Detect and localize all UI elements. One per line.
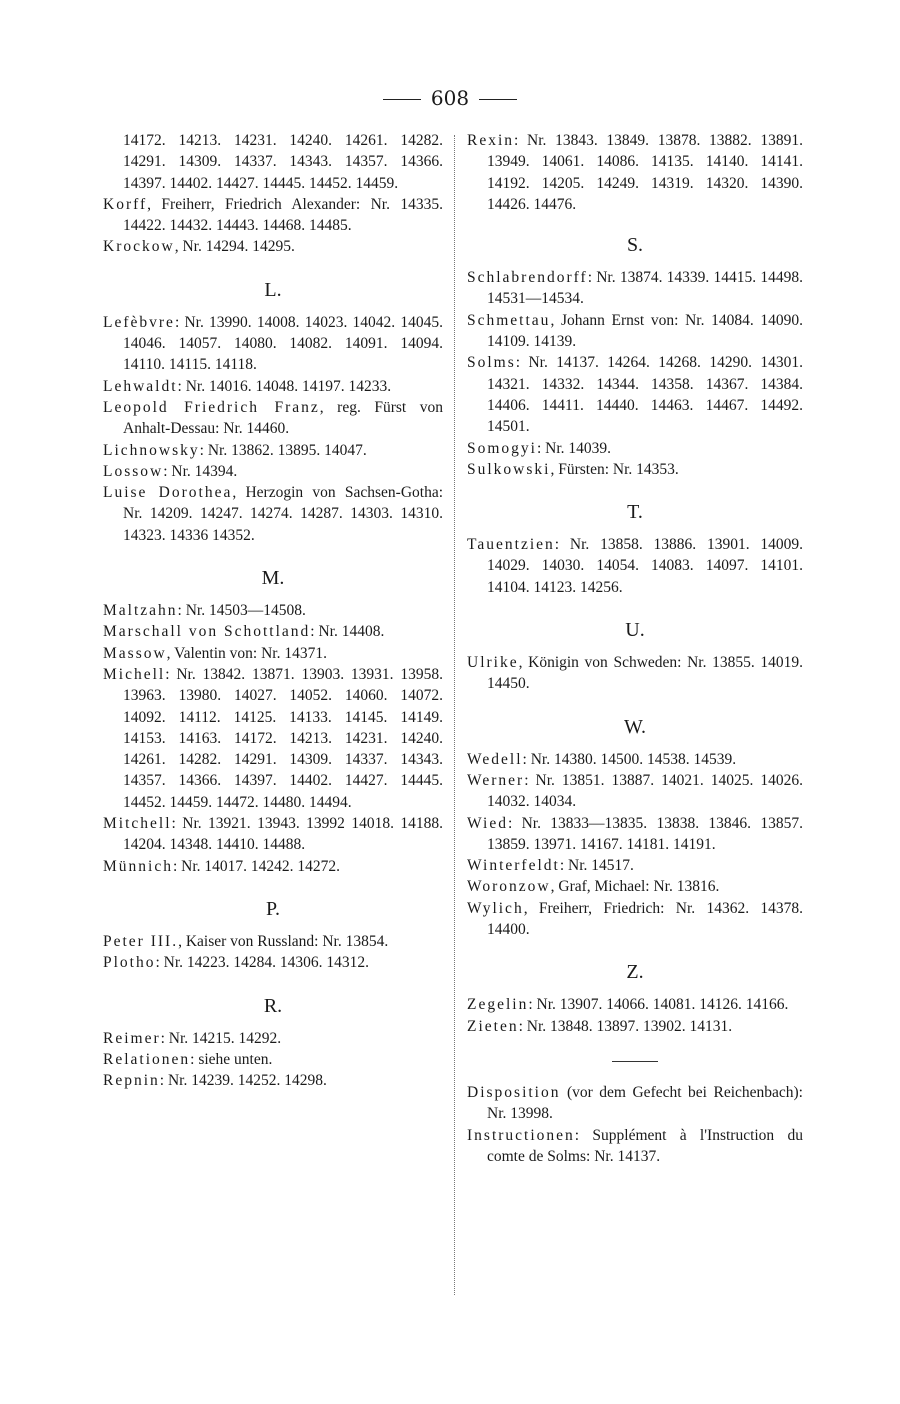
entry-name: Wylich xyxy=(467,899,524,917)
index-entry xyxy=(103,643,443,664)
entry-name: Wedell xyxy=(467,750,523,768)
index-entry xyxy=(467,898,803,941)
index-entry xyxy=(467,1016,803,1037)
entry-name: Lefèbvre xyxy=(103,313,175,331)
section-letter: U. xyxy=(625,619,645,642)
entry-references: : Nr. 14503—14508. xyxy=(177,602,306,620)
entry-references: : Nr. 13842. 13871. 13903. 13931. 13958. 13963. 13980. 14027. 14052. 14060. 14072. 14092. 14112. 14125. 14133. 14145. 14149. 14153. 14163. 14172. 14213. 14231. 14240. 14261. 14282. 14291. 14309. 14337. 14343. 14357. 14366. 14397. 14402. 14427. 14445. 14452. 14459. 14472. 14480. 14494. xyxy=(123,665,443,811)
index-entry xyxy=(467,876,803,897)
entry-references: , Königin von Schweden: Nr. 13855. 14019. 14450. xyxy=(487,654,803,693)
entry-name: Reimer xyxy=(103,1029,161,1047)
entry-name: Schmettau xyxy=(467,311,551,329)
entry-references: : Nr. 14039. xyxy=(536,439,612,457)
entry-name: Marschall von Schottland xyxy=(103,623,311,641)
entry-name: Korff xyxy=(103,195,148,213)
entry-references: , Johann Ernst von: Nr. 14084. 14090. 14109. 14139. xyxy=(487,311,803,351)
left-sections xyxy=(103,278,443,1092)
page-header xyxy=(0,86,900,110)
entry-references: , Freiherr, Friedrich Alexander: Nr. 14335. 14422. 14432. 14443. 14468. 14485. xyxy=(123,195,443,235)
entry-name: Sulkowski xyxy=(467,460,551,478)
entry-references: : Nr. 14016. 14048. 14197. 14233. xyxy=(177,377,392,395)
entry-references: : Nr. 14017. 14242. 14272. xyxy=(172,857,341,875)
entry-name: Zegelin xyxy=(467,996,529,1014)
index-entry xyxy=(103,440,443,461)
right-column xyxy=(467,130,803,1167)
section-letter: M. xyxy=(261,567,285,590)
entry-name: Werner xyxy=(467,771,525,789)
entry-name: Mitchell xyxy=(103,815,172,833)
entry-name: Plotho xyxy=(103,954,156,972)
entry-name: Peter III. xyxy=(103,932,179,950)
entry-references: , Valentin von: Nr. 14371. xyxy=(166,644,327,662)
entry-references: : Nr. 13843. 13849. 13878. 13882. 13891. 13949. 14061. 14086. 14135. 14140. 14141. 14192. 14205. 14249. 14319. 14320. 14390. 14426. 14476. xyxy=(487,132,803,213)
section-letter: R. xyxy=(263,994,283,1017)
continued-entry xyxy=(103,130,443,194)
index-entry xyxy=(467,1125,803,1168)
entry-name: Wied xyxy=(467,814,508,832)
index-entry xyxy=(467,770,803,813)
entry-references: , Fürsten: Nr. 14353. xyxy=(550,460,679,478)
section-letter: Z. xyxy=(626,961,644,984)
entry-references: : Nr. 13990. 14008. 14023. 14042. 14045. 14046. 14057. 14080. 14082. 14091. 14094. 14110. 14115. 14118. xyxy=(123,313,443,374)
header-rule-right xyxy=(479,99,517,100)
index-entry xyxy=(467,1082,803,1125)
r-entries xyxy=(467,130,803,215)
index-entry xyxy=(467,267,803,310)
index-entry xyxy=(103,1070,443,1091)
entry-references: , Graf, Michael: Nr. 13816. xyxy=(550,878,720,896)
section-letter: P. xyxy=(266,897,280,920)
entry-name: Ulrike xyxy=(467,654,519,672)
entry-references: : Nr. 14394. xyxy=(163,462,238,480)
entry-references: : Nr. 14239. 14252. 14298. xyxy=(159,1072,327,1090)
entry-references: : Nr. 13848. 13897. 13902. 14131. xyxy=(518,1017,733,1035)
entry-name: Winterfeldt xyxy=(467,857,560,875)
index-entry xyxy=(103,461,443,482)
entry-name: Lossow xyxy=(103,462,164,480)
entry-references: : Nr. 14408. xyxy=(310,623,385,641)
entry-name: Repnin xyxy=(103,1072,160,1090)
index-entry xyxy=(467,438,803,459)
entry-name: Lehwaldt xyxy=(103,377,178,395)
entry-name: Zieten xyxy=(467,1017,519,1035)
entry-name: Lichnowsky xyxy=(103,441,200,459)
entry-references: : Nr. 13858. 13886. 13901. 14009. 14029. 14030. 14054. 14083. 14097. 14101. 14104. 14123. 14256. xyxy=(487,536,803,596)
index-entry xyxy=(467,534,803,598)
entry-references: , reg. Fürst von Anhalt-Dessau: Nr. 14460. xyxy=(123,398,443,438)
entry-references: : Nr. 14380. 14500. 14538. 14539. xyxy=(522,750,737,768)
index-entry xyxy=(103,194,443,237)
index-entry xyxy=(103,664,443,813)
index-entry xyxy=(467,855,803,876)
entry-name: Instructionen xyxy=(467,1126,575,1144)
entry-name: Münnich xyxy=(103,857,173,875)
left-column xyxy=(103,130,443,1091)
entry-name: Relationen xyxy=(103,1050,191,1068)
entry-references: : Nr. 14223. 14284. 14306. 14312. xyxy=(155,954,370,972)
entry-references: : Nr. 13874. 14339. 14415. 14498. 14531—14534. xyxy=(487,269,803,308)
index-entry xyxy=(467,310,803,353)
entry-references: , Freiherr, Friedrich: Nr. 14362. 14378. 14400. xyxy=(487,899,803,939)
entry-references: : Nr. 13833—13835. 13838. 13846. 13857. 13859. 13971. 14167. 14181. 14191. xyxy=(487,814,803,853)
index-entry xyxy=(103,600,443,621)
entry-references: : Nr. 14215. 14292. xyxy=(160,1029,282,1047)
entry-name: Somogyi xyxy=(467,439,537,457)
index-entry xyxy=(467,813,803,856)
entry-name: Woronzow xyxy=(467,878,551,896)
entry-name: Michell xyxy=(103,665,166,683)
entry-name: Disposition xyxy=(467,1083,561,1101)
entry-references: , Herzogin von Sachsen-Gotha: Nr. 14209. 14247. 14274. 14287. 14303. 14310. 14323. 14336 14352. xyxy=(123,484,444,544)
entry-numbers: 14172. 14213. 14231. 14240. 14261. 14282. 14291. 14309. 14337. 14343. 14357. 14366. 14397. 14402. 14427. 14445. 14452. 14459. xyxy=(123,132,443,192)
index-entry xyxy=(467,652,803,695)
entry-references: : Supplément à l'Instruction du comte de Solms: Nr. 14137. xyxy=(487,1126,803,1165)
index-entry xyxy=(103,621,443,642)
index-entry xyxy=(103,813,443,856)
entry-name: Rexin xyxy=(467,132,515,149)
entry-name: Krockow xyxy=(103,238,175,256)
entry-name: Solms xyxy=(467,354,516,372)
entry-name: Maltzahn xyxy=(103,602,178,620)
entry-references: : Nr. 14137. 14264. 14268. 14290. 14301. 14321. 14332. 14344. 14358. 14367. 14384. 14406. 14411. 14440. 14463. 14467. 14492. 14501. xyxy=(487,354,803,436)
index-entry xyxy=(103,931,443,952)
index-entry xyxy=(103,397,443,440)
index-entry xyxy=(467,749,803,770)
section-letter: W. xyxy=(623,715,647,738)
k-entries xyxy=(103,194,443,258)
entry-references: , Kaiser von Russland: Nr. 13854. xyxy=(178,932,389,950)
section-rule xyxy=(612,1061,658,1062)
entry-name: Schlabrendorff xyxy=(467,269,588,287)
index-entry xyxy=(103,236,443,257)
entry-references: (vor dem Gefecht bei Reichenbach): Nr. 13998. xyxy=(487,1083,803,1123)
index-entry xyxy=(467,352,803,437)
entry-name: Massow xyxy=(103,644,167,662)
appendix-entries xyxy=(467,1082,803,1167)
page-number: 608 xyxy=(430,86,470,110)
index-entry xyxy=(467,130,803,215)
index-entry xyxy=(103,482,443,546)
entry-references: : siehe unten. xyxy=(190,1050,273,1068)
entry-name: Leopold Friedrich Franz xyxy=(103,398,320,416)
index-entry xyxy=(103,376,443,397)
entry-references: : Nr. 13907. 14066. 14081. 14126. 14166. xyxy=(528,996,789,1014)
entry-references: : Nr. 13851. 13887. 14021. 14025. 14026. 14032. 14034. xyxy=(487,771,803,811)
section-letter: S. xyxy=(626,234,644,257)
section-letter: T. xyxy=(627,501,643,524)
index-entry xyxy=(103,952,443,973)
section-letter: L. xyxy=(264,278,282,301)
entry-references: , Nr. 14294. 14295. xyxy=(174,238,295,256)
entry-name: Tauentzien xyxy=(467,536,555,554)
index-entry xyxy=(467,994,803,1015)
index-entry xyxy=(103,312,443,376)
index-entry xyxy=(103,1028,443,1049)
index-entry xyxy=(103,856,443,877)
entry-references: : Nr. 14517. xyxy=(559,857,634,875)
entry-references: : Nr. 13921. 13943. 13992 14018. 14188. 14204. 14348. 14410. 14488. xyxy=(123,815,443,854)
column-divider xyxy=(454,135,455,1295)
entry-references: : Nr. 13862. 13895. 14047. xyxy=(199,441,367,459)
index-entry xyxy=(103,1049,443,1070)
right-sections xyxy=(467,233,803,1037)
index-entry xyxy=(467,459,803,480)
entry-name: Luise Dorothea xyxy=(103,484,233,502)
header-rule-left xyxy=(383,99,421,100)
